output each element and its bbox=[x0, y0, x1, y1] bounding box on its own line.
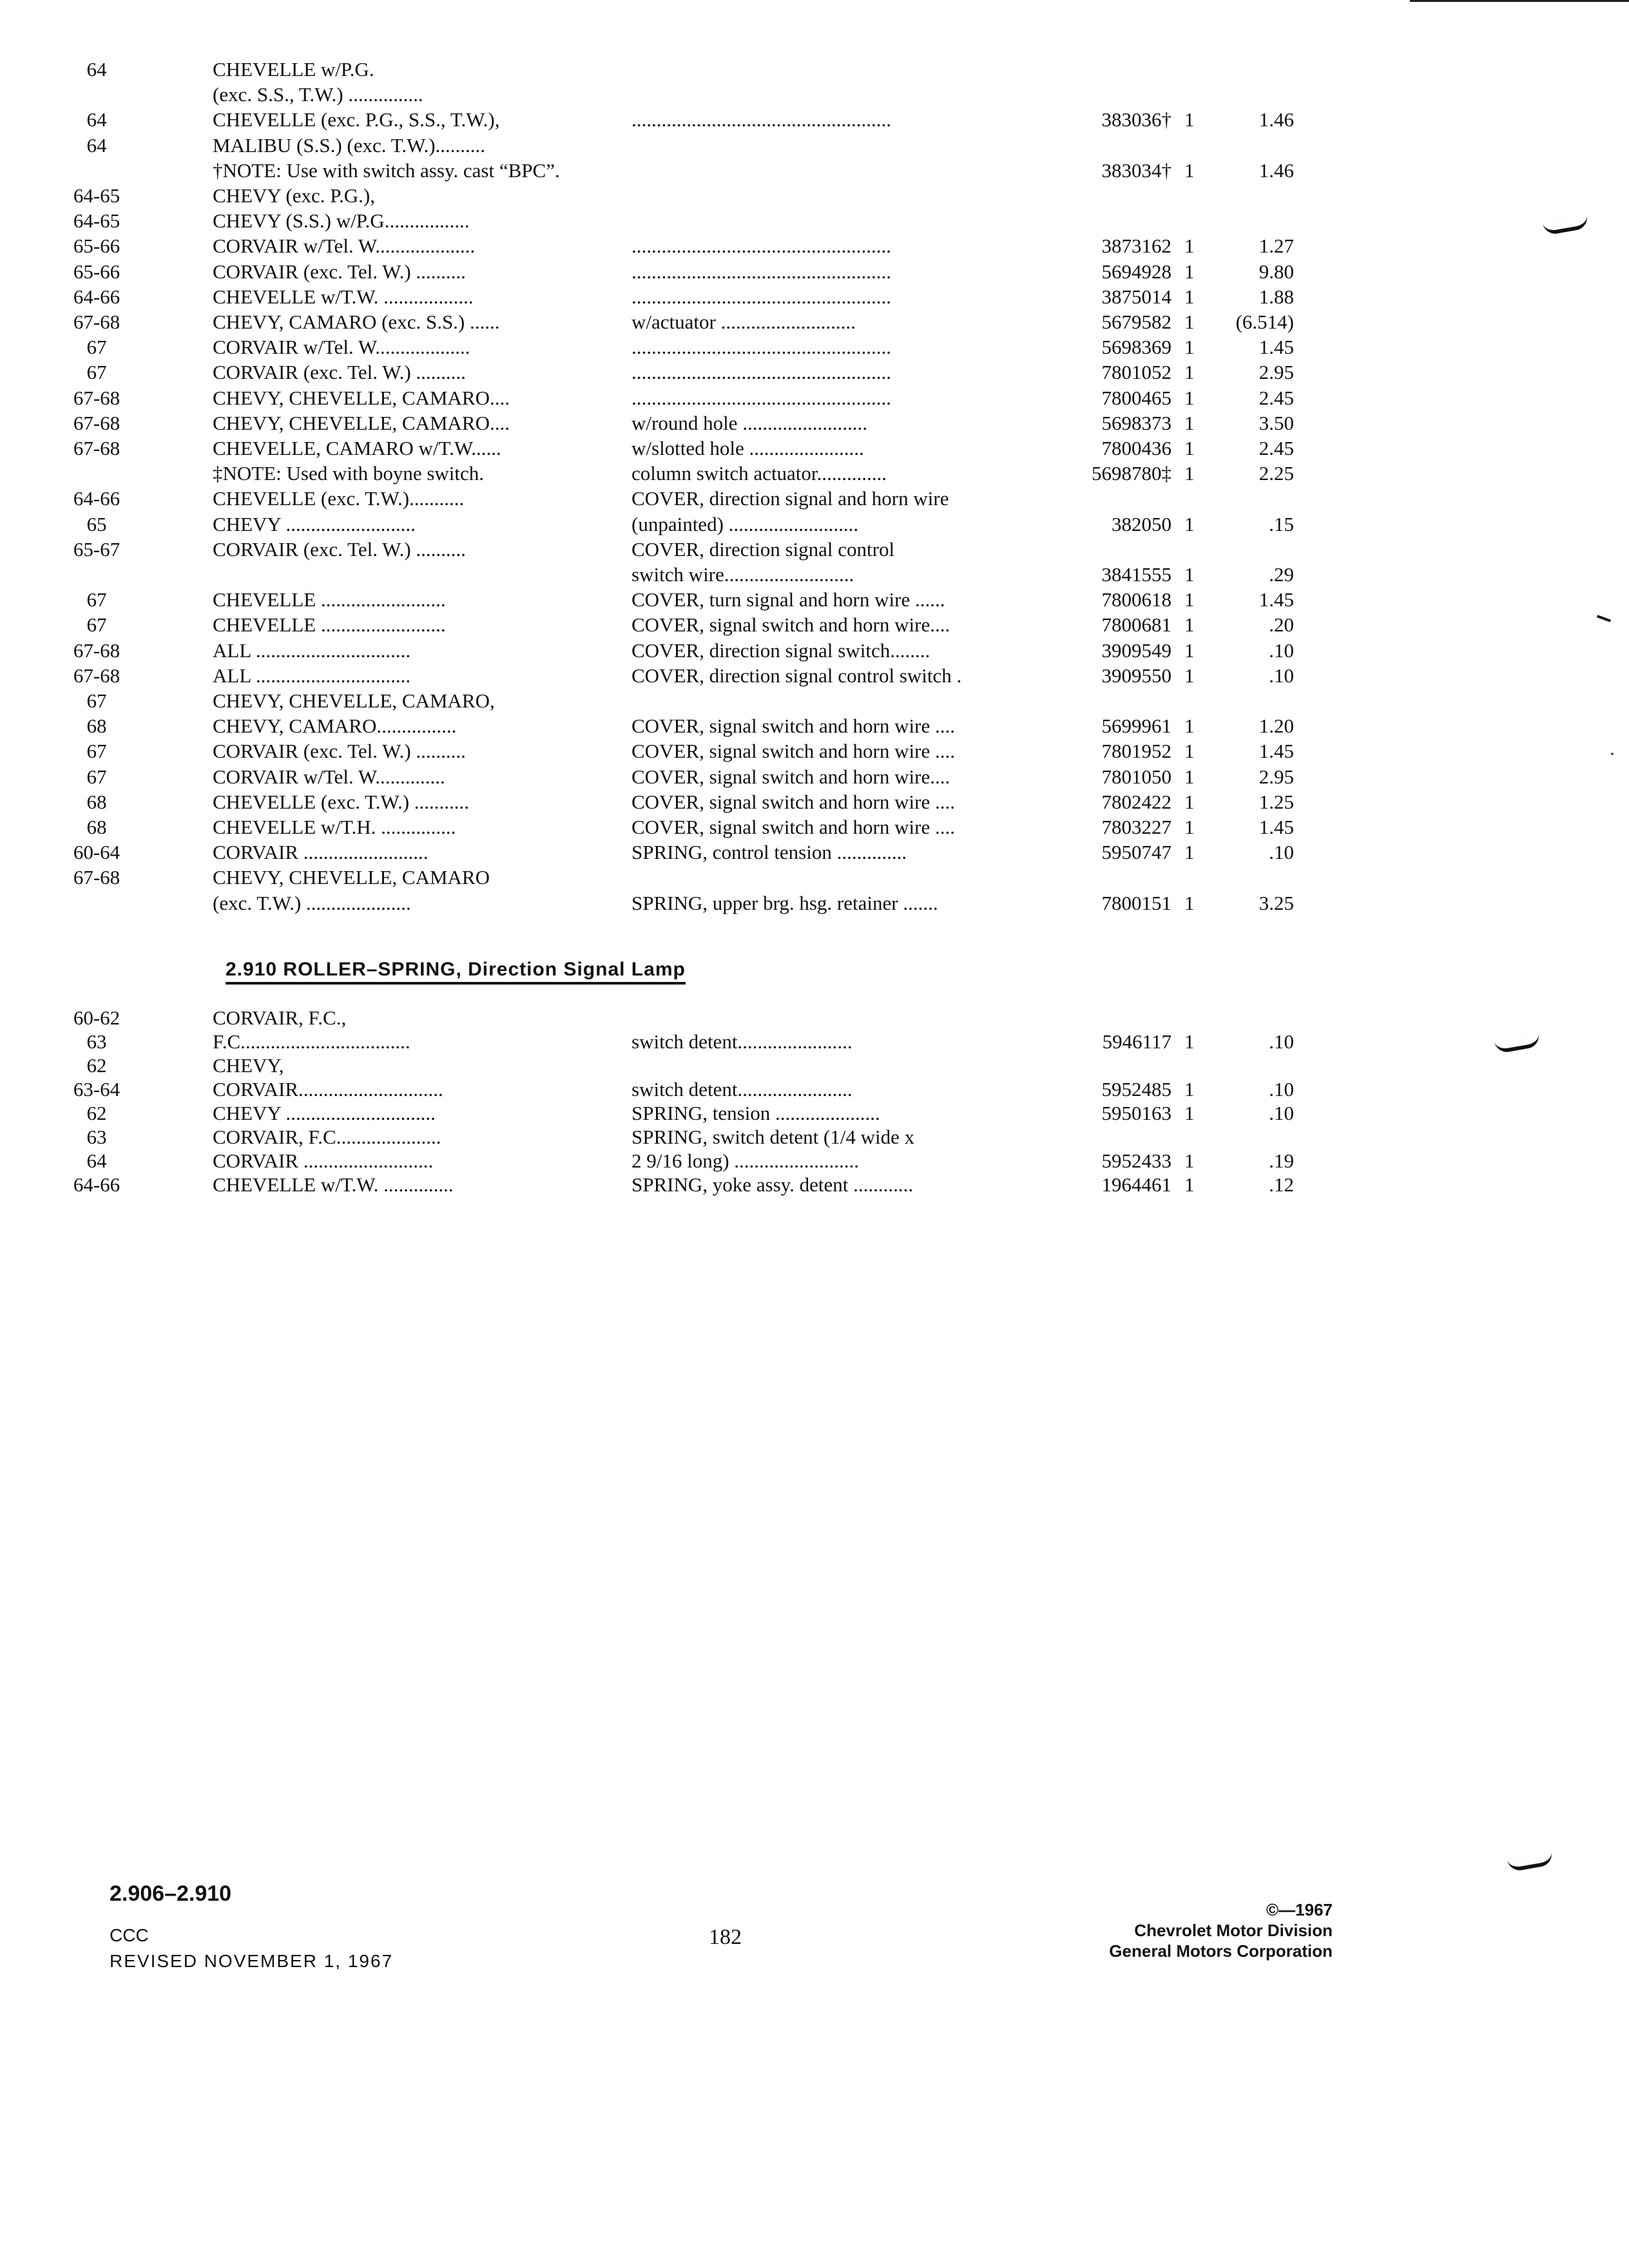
quantity: 1 bbox=[1184, 159, 1195, 182]
description-text: .................................................... bbox=[631, 235, 891, 258]
model-text: CHEVY, CHEVELLE, CAMARO.... bbox=[213, 386, 510, 409]
description-text: COVER, signal switch and horn wire.... bbox=[631, 613, 950, 637]
year-range: 64 bbox=[86, 1149, 107, 1172]
year-range: 63 bbox=[86, 1030, 107, 1053]
model-text: ALL ............................... bbox=[213, 639, 411, 662]
price: .10 bbox=[1269, 841, 1294, 864]
quantity: 1 bbox=[1184, 336, 1195, 359]
year-range: 67 bbox=[86, 740, 107, 763]
table-row bbox=[0, 82, 1629, 108]
part-number: 383034† bbox=[1101, 159, 1171, 182]
model-text: CORVAIR (exc. Tel. W.) .......... bbox=[213, 361, 466, 384]
description-text: COVER, signal switch and horn wire .... bbox=[631, 740, 955, 763]
table-row bbox=[0, 133, 1629, 159]
table-row bbox=[0, 183, 1629, 209]
part-number: 5950747 bbox=[1101, 841, 1171, 864]
table-row bbox=[0, 436, 1629, 461]
scan-mark bbox=[1507, 1852, 1554, 1872]
quantity: 1 bbox=[1184, 235, 1195, 258]
table-row bbox=[0, 1172, 1629, 1198]
table-row bbox=[0, 890, 1629, 916]
table-row bbox=[0, 713, 1629, 739]
year-range: 67 bbox=[86, 361, 107, 384]
year-range: 67-68 bbox=[73, 664, 120, 687]
table-row bbox=[0, 233, 1629, 259]
quantity: 1 bbox=[1184, 613, 1195, 637]
year-range: 62 bbox=[86, 1102, 107, 1124]
model-text: CORVAIR .......................... bbox=[213, 1149, 434, 1172]
model-text: CORVAIR w/Tel. W................... bbox=[213, 336, 470, 359]
price: 1.46 bbox=[1258, 159, 1294, 182]
year-range: 64-65 bbox=[73, 209, 120, 233]
part-number: 5952485 bbox=[1101, 1078, 1171, 1100]
description-text: COVER, direction signal control switch . bbox=[631, 664, 962, 687]
year-range: 64-66 bbox=[73, 487, 120, 510]
year-range: 64-66 bbox=[73, 285, 120, 308]
model-text: CORVAIR w/Tel. W.............. bbox=[213, 765, 445, 788]
year-range: 67-68 bbox=[73, 386, 120, 409]
model-text: CORVAIR (exc. Tel. W.) .......... bbox=[213, 740, 466, 763]
quantity: 1 bbox=[1184, 437, 1195, 459]
price: 2.95 bbox=[1258, 361, 1294, 384]
model-text: CHEVY, CAMARO................ bbox=[213, 715, 457, 738]
corner-rule bbox=[1410, 0, 1629, 2]
price: 2.95 bbox=[1258, 765, 1294, 788]
quantity: 1 bbox=[1184, 512, 1195, 535]
part-number: 5699961 bbox=[1101, 715, 1171, 738]
model-text: (exc. S.S., T.W.) ............... bbox=[213, 83, 423, 106]
year-range: 64-66 bbox=[73, 1173, 120, 1196]
quantity: 1 bbox=[1184, 1173, 1195, 1196]
model-text: †NOTE: Use with switch assy. cast “BPC”. bbox=[213, 159, 560, 182]
section-heading: 2.910 ROLLER–SPRING, Direction Signal Lamp bbox=[226, 959, 686, 985]
table-row bbox=[0, 107, 1629, 133]
table-row bbox=[0, 1029, 1629, 1055]
model-text: CHEVY, CAMARO (exc. S.S.) ...... bbox=[213, 311, 500, 333]
table-row bbox=[0, 309, 1629, 335]
table-row bbox=[0, 1053, 1629, 1079]
publisher-block bbox=[1109, 1899, 1333, 1961]
price: 1.88 bbox=[1258, 285, 1294, 308]
description-text: COVER, direction signal switch........ bbox=[631, 639, 930, 662]
price: .12 bbox=[1269, 1173, 1294, 1196]
quantity: 1 bbox=[1184, 1030, 1195, 1053]
model-text: CORVAIR (exc. Tel. W.) .......... bbox=[213, 260, 466, 283]
description-text: .................................................... bbox=[631, 361, 891, 384]
part-number: 3841555 bbox=[1101, 563, 1171, 586]
description-text: .................................................... bbox=[631, 285, 891, 308]
part-number: 7801952 bbox=[1101, 740, 1171, 763]
table-row bbox=[0, 1100, 1629, 1126]
model-text: F.C.................................. bbox=[213, 1030, 410, 1053]
quantity: 1 bbox=[1184, 891, 1195, 914]
quantity: 1 bbox=[1184, 563, 1195, 586]
part-number: 7801050 bbox=[1101, 765, 1171, 788]
price: 1.45 bbox=[1258, 816, 1294, 838]
model-text: CHEVY, CHEVELLE, CAMARO.... bbox=[213, 411, 510, 434]
part-number: 7800618 bbox=[1101, 588, 1171, 611]
part-number: 7800681 bbox=[1101, 613, 1171, 637]
year-range: 68 bbox=[86, 816, 107, 838]
description-text: COVER, direction signal control bbox=[631, 537, 895, 561]
quantity: 1 bbox=[1184, 462, 1195, 485]
model-text: (exc. T.W.) ..................... bbox=[213, 891, 411, 914]
description-text: .................................................... bbox=[631, 386, 891, 409]
part-number: 7800436 bbox=[1101, 437, 1171, 459]
price: 2.45 bbox=[1258, 437, 1294, 459]
part-number: 3873162 bbox=[1101, 235, 1171, 258]
table-row bbox=[0, 865, 1629, 890]
model-text: CORVAIR, F.C., bbox=[213, 1006, 347, 1029]
part-number: 7801052 bbox=[1101, 361, 1171, 384]
part-number: 7800465 bbox=[1101, 386, 1171, 409]
part-number: 7803227 bbox=[1101, 816, 1171, 838]
page-range: 2.906–2.910 bbox=[110, 1881, 232, 1906]
model-text: CHEVY, bbox=[213, 1054, 284, 1077]
model-text: CHEVY .......................... bbox=[213, 512, 416, 535]
description-text: column switch actuator.............. bbox=[631, 462, 887, 485]
model-text: CHEVY .............................. bbox=[213, 1102, 436, 1124]
part-number: 5698780‡ bbox=[1092, 462, 1171, 485]
year-range: 65-66 bbox=[73, 235, 120, 258]
table-row bbox=[0, 814, 1629, 840]
year-range: 65 bbox=[86, 512, 107, 535]
description-text: COVER, signal switch and horn wire .... bbox=[631, 715, 955, 738]
part-number: 5950163 bbox=[1101, 1102, 1171, 1124]
price: 1.45 bbox=[1258, 588, 1294, 611]
model-text: CHEVELLE (exc. P.G., S.S., T.W.), bbox=[213, 108, 500, 131]
price: .10 bbox=[1269, 664, 1294, 687]
model-text: MALIBU (S.S.) (exc. T.W.).......... bbox=[213, 133, 486, 157]
description-text: SPRING, tension ..................... bbox=[631, 1102, 880, 1124]
description-text: w/slotted hole ....................... bbox=[631, 437, 864, 459]
model-text: CORVAIR............................. bbox=[213, 1078, 443, 1100]
quantity: 1 bbox=[1184, 765, 1195, 788]
year-range: 64 bbox=[86, 58, 107, 81]
price: 2.25 bbox=[1258, 462, 1294, 485]
year-range: 67-68 bbox=[73, 639, 120, 662]
quantity: 1 bbox=[1184, 1102, 1195, 1124]
year-range: 60-64 bbox=[73, 841, 120, 864]
description-text: SPRING, control tension .............. bbox=[631, 841, 907, 864]
model-text: CHEVY (S.S.) w/P.G................. bbox=[213, 209, 470, 233]
description-text: COVER, turn signal and horn wire ...... bbox=[631, 588, 945, 611]
price: .15 bbox=[1269, 512, 1294, 535]
model-text: CHEVELLE w/T.W. .................. bbox=[213, 285, 474, 308]
table-row bbox=[0, 638, 1629, 664]
table-row bbox=[0, 334, 1629, 360]
year-range: 67-68 bbox=[73, 311, 120, 333]
model-text: CHEVELLE ......................... bbox=[213, 588, 446, 611]
description-text: w/round hole ......................... bbox=[631, 411, 867, 434]
price: .29 bbox=[1269, 563, 1294, 586]
model-text: CORVAIR (exc. Tel. W.) .......... bbox=[213, 537, 466, 561]
table-row bbox=[0, 1077, 1629, 1102]
description-text: w/actuator ........................... bbox=[631, 311, 856, 333]
quantity: 1 bbox=[1184, 740, 1195, 763]
price: 1.25 bbox=[1258, 790, 1294, 813]
model-text: CHEVELLE w/P.G. bbox=[213, 58, 374, 81]
quantity: 1 bbox=[1184, 841, 1195, 864]
quantity: 1 bbox=[1184, 639, 1195, 662]
price: 2.45 bbox=[1258, 386, 1294, 409]
quantity: 1 bbox=[1184, 108, 1195, 131]
quantity: 1 bbox=[1184, 411, 1195, 434]
model-text: CHEVY, CHEVELLE, CAMARO, bbox=[213, 689, 495, 712]
year-range: 64-65 bbox=[73, 184, 120, 207]
year-range: 67 bbox=[86, 588, 107, 611]
division-name: Chevrolet Motor Division bbox=[1134, 1921, 1333, 1940]
year-range: 63 bbox=[86, 1126, 107, 1148]
description-text: .................................................... bbox=[631, 336, 891, 359]
part-number: 1964461 bbox=[1101, 1173, 1171, 1196]
ccc-label: CCC bbox=[110, 1925, 149, 1945]
part-number: 7802422 bbox=[1101, 790, 1171, 813]
description-text: SPRING, upper brg. hsg. retainer ....... bbox=[631, 891, 938, 914]
year-range: 67-68 bbox=[73, 866, 120, 889]
year-range: 63-64 bbox=[73, 1078, 120, 1100]
part-number: 7800151 bbox=[1101, 891, 1171, 914]
table-row bbox=[0, 789, 1629, 815]
table-row bbox=[0, 461, 1629, 486]
description-text: switch wire.......................... bbox=[631, 563, 854, 586]
price: 1.27 bbox=[1258, 235, 1294, 258]
quantity: 1 bbox=[1184, 361, 1195, 384]
part-number: 5698373 bbox=[1101, 411, 1171, 434]
year-range: 64 bbox=[86, 108, 107, 131]
model-text: CHEVELLE, CAMARO w/T.W...... bbox=[213, 437, 501, 459]
price: 9.80 bbox=[1258, 260, 1294, 283]
description-text: 2 9/16 long) ......................... bbox=[631, 1149, 860, 1172]
description-text: COVER, signal switch and horn wire.... bbox=[631, 765, 950, 788]
description-text: switch detent....................... bbox=[631, 1030, 853, 1053]
table-row bbox=[0, 1148, 1629, 1174]
model-text: CHEVY (exc. P.G.), bbox=[213, 184, 375, 207]
table-row bbox=[0, 512, 1629, 537]
model-text: CHEVY, CHEVELLE, CAMARO bbox=[213, 866, 490, 889]
table-row bbox=[0, 284, 1629, 310]
price: 1.20 bbox=[1258, 715, 1294, 738]
year-range: 65-67 bbox=[73, 537, 120, 561]
year-range: 67 bbox=[86, 689, 107, 712]
description-text: (unpainted) .......................... bbox=[631, 512, 859, 535]
table-row bbox=[0, 57, 1629, 82]
quantity: 1 bbox=[1184, 260, 1195, 283]
table-row bbox=[0, 562, 1629, 588]
quantity: 1 bbox=[1184, 1078, 1195, 1100]
table-row bbox=[0, 259, 1629, 285]
price: .20 bbox=[1269, 613, 1294, 637]
quantity: 1 bbox=[1184, 386, 1195, 409]
year-range: 67 bbox=[86, 336, 107, 359]
price: 1.46 bbox=[1258, 108, 1294, 131]
price: (6.514) bbox=[1235, 311, 1294, 333]
model-text: CORVAIR, F.C..................... bbox=[213, 1126, 441, 1148]
part-number: 5694928 bbox=[1101, 260, 1171, 283]
year-range: 67-68 bbox=[73, 411, 120, 434]
table-row bbox=[0, 688, 1629, 714]
part-number: 3875014 bbox=[1101, 285, 1171, 308]
quantity: 1 bbox=[1184, 311, 1195, 333]
model-text: CHEVELLE ......................... bbox=[213, 613, 446, 637]
price: 3.50 bbox=[1258, 411, 1294, 434]
copyright: ©—1967 bbox=[1266, 1900, 1333, 1919]
part-number: 5946117 bbox=[1102, 1030, 1171, 1053]
table-row bbox=[0, 587, 1629, 613]
year-range: 65-66 bbox=[73, 260, 120, 283]
table-row bbox=[0, 486, 1629, 512]
table-row bbox=[0, 1005, 1629, 1031]
quantity: 1 bbox=[1184, 816, 1195, 838]
year-range: 64 bbox=[86, 133, 107, 157]
year-range: 68 bbox=[86, 790, 107, 813]
model-text: CHEVELLE (exc. T.W.) ........... bbox=[213, 790, 470, 813]
description-text: COVER, signal switch and horn wire .... bbox=[631, 816, 955, 838]
table-row bbox=[0, 158, 1629, 184]
model-text: CORVAIR w/Tel. W.................... bbox=[213, 235, 476, 258]
quantity: 1 bbox=[1184, 664, 1195, 687]
table-row bbox=[0, 1124, 1629, 1150]
table-row bbox=[0, 410, 1629, 436]
description-text: SPRING, yoke assy. detent ............ bbox=[631, 1173, 914, 1196]
part-number: 383036† bbox=[1101, 108, 1171, 131]
table-row bbox=[0, 360, 1629, 385]
page-number: 182 bbox=[709, 1925, 742, 1949]
quantity: 1 bbox=[1184, 588, 1195, 611]
table-row bbox=[0, 840, 1629, 865]
part-number: 382050 bbox=[1112, 512, 1171, 535]
price: 1.45 bbox=[1258, 336, 1294, 359]
model-text: ALL ............................... bbox=[213, 664, 411, 687]
revision-date: REVISED NOVEMBER 1, 1967 bbox=[110, 1951, 394, 1971]
description-text: .................................................... bbox=[631, 108, 891, 131]
part-number: 5952433 bbox=[1101, 1149, 1171, 1172]
description-text: COVER, signal switch and horn wire .... bbox=[631, 790, 955, 813]
year-range: 67-68 bbox=[73, 437, 120, 459]
model-text: ‡NOTE: Used with boyne switch. bbox=[213, 462, 485, 485]
table-row bbox=[0, 738, 1629, 764]
part-number: 5698369 bbox=[1101, 336, 1171, 359]
description-text: switch detent....................... bbox=[631, 1078, 853, 1100]
model-text: CHEVELLE (exc. T.W.)........... bbox=[213, 487, 465, 510]
price: .10 bbox=[1269, 1030, 1294, 1053]
part-number: 3909550 bbox=[1101, 664, 1171, 687]
quantity: 1 bbox=[1184, 1149, 1195, 1172]
year-range: 68 bbox=[86, 715, 107, 738]
price: .10 bbox=[1269, 639, 1294, 662]
description-text: SPRING, switch detent (1/4 wide x bbox=[631, 1126, 915, 1148]
table-row bbox=[0, 537, 1629, 562]
corporation-name: General Motors Corporation bbox=[1109, 1941, 1333, 1961]
year-range: 62 bbox=[86, 1054, 107, 1077]
table-row bbox=[0, 663, 1629, 689]
model-text: CHEVELLE w/T.W. .............. bbox=[213, 1173, 454, 1196]
price: 1.45 bbox=[1258, 740, 1294, 763]
part-number: 5679582 bbox=[1101, 311, 1171, 333]
table-row bbox=[0, 764, 1629, 790]
description-text: .................................................... bbox=[631, 260, 891, 283]
price: .19 bbox=[1269, 1149, 1294, 1172]
price: .10 bbox=[1269, 1102, 1294, 1124]
model-text: CHEVELLE w/T.H. ............... bbox=[213, 816, 456, 838]
quantity: 1 bbox=[1184, 790, 1195, 813]
year-range: 67 bbox=[86, 765, 107, 788]
price: 3.25 bbox=[1258, 891, 1294, 914]
description-text: COVER, direction signal and horn wire bbox=[631, 487, 949, 510]
model-text: CORVAIR ......................... bbox=[213, 841, 429, 864]
price: .10 bbox=[1269, 1078, 1294, 1100]
table-row bbox=[0, 208, 1629, 234]
quantity: 1 bbox=[1184, 715, 1195, 738]
year-range: 60-62 bbox=[73, 1006, 120, 1029]
quantity: 1 bbox=[1184, 285, 1195, 308]
year-range: 67 bbox=[86, 613, 107, 637]
table-row bbox=[0, 385, 1629, 411]
part-number: 3909549 bbox=[1101, 639, 1171, 662]
table-row bbox=[0, 612, 1629, 638]
